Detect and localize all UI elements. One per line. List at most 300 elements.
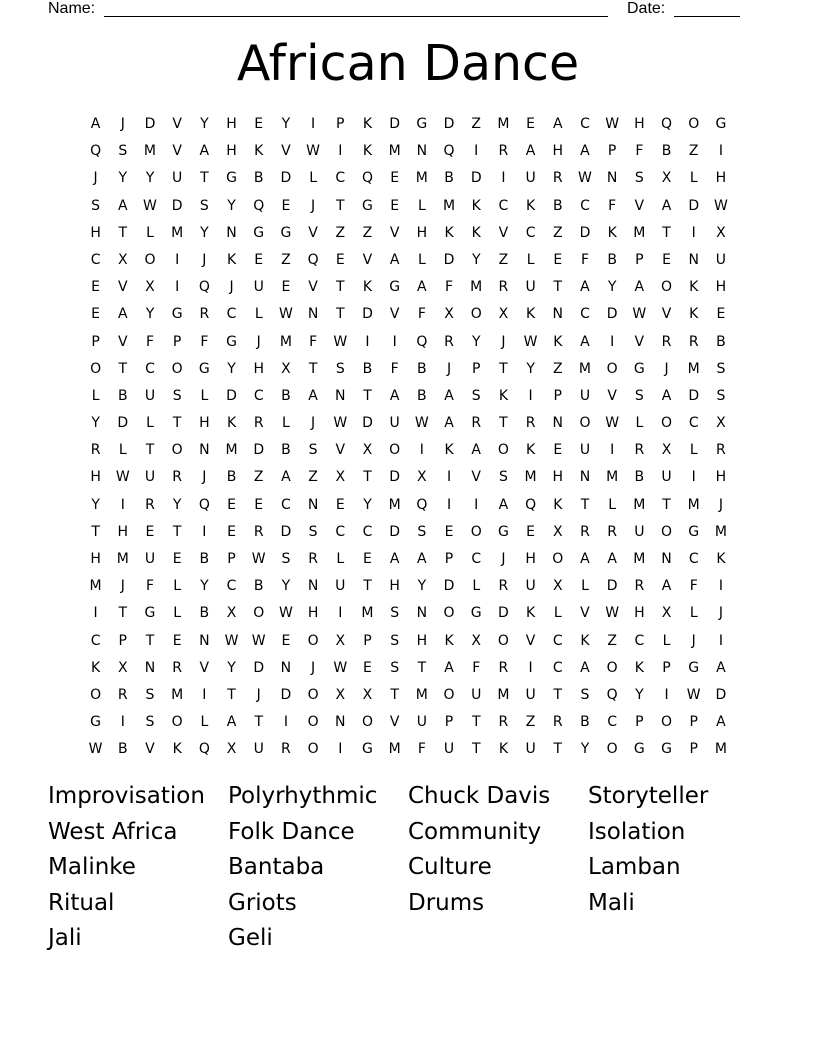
grid-letter: P xyxy=(471,360,481,377)
grid-letter: L xyxy=(200,387,209,404)
grid-letter: H xyxy=(552,469,564,486)
grid-letter: V xyxy=(498,224,509,241)
grid-letter: G xyxy=(470,605,482,622)
grid-letter: B xyxy=(199,605,210,622)
grid-letter: C xyxy=(525,224,536,241)
grid-letter: Y xyxy=(417,578,427,595)
grid-letter: Y xyxy=(526,360,535,377)
grid-letter: N xyxy=(307,306,319,323)
grid-letter: H xyxy=(253,360,264,377)
grid-letter: G xyxy=(416,116,428,132)
grid-letter: P xyxy=(444,551,454,567)
grid-letter: V xyxy=(362,251,373,268)
grid-letter: I xyxy=(474,143,479,160)
word-list xyxy=(48,779,768,957)
grid-letter: O xyxy=(307,632,319,649)
grid-letter: E xyxy=(254,496,264,513)
grid-letter: H xyxy=(199,415,210,432)
grid-letter: P xyxy=(689,714,698,731)
grid-letter: A xyxy=(389,387,400,404)
grid-letter: D xyxy=(498,605,509,622)
grid-letter: I xyxy=(338,741,343,758)
grid-letter: L xyxy=(553,605,562,622)
grid-letter: I xyxy=(365,333,370,350)
grid-letter: R xyxy=(716,442,726,459)
grid-letter: T xyxy=(553,279,563,296)
grid-letter: P xyxy=(553,387,562,404)
grid-letter: A xyxy=(716,714,726,731)
grid-letter: R xyxy=(498,279,509,296)
grid-letter: Z xyxy=(308,469,318,486)
grid-letter: I xyxy=(93,605,98,622)
grid-letter: R xyxy=(90,442,101,459)
word-list-item: Storyteller xyxy=(588,783,709,809)
grid-letter: Y xyxy=(281,116,291,132)
grid-letter: E xyxy=(145,523,155,540)
grid-letter: K xyxy=(226,251,237,268)
grid-letter: T xyxy=(471,714,481,731)
grid-letter: L xyxy=(173,578,182,595)
grid-letter: L xyxy=(417,197,426,214)
grid-letter: U xyxy=(661,469,672,486)
grid-letter: G xyxy=(688,523,700,540)
grid-letter: W xyxy=(578,170,592,187)
grid-letter: O xyxy=(661,415,673,432)
grid-letter: P xyxy=(336,116,345,132)
grid-letter: E xyxy=(363,551,372,567)
grid-letter: N xyxy=(307,578,319,595)
grid-letter: L xyxy=(608,496,617,513)
grid-letter: T xyxy=(308,360,318,377)
grid-letter: S xyxy=(145,686,155,703)
grid-letter: D xyxy=(280,686,292,703)
grid-letter: Q xyxy=(525,496,537,513)
grid-letter: U xyxy=(253,741,264,758)
grid-letter: P xyxy=(635,251,644,268)
grid-letter: A xyxy=(389,551,400,567)
grid-letter: N xyxy=(688,251,699,268)
grid-letter: T xyxy=(336,279,345,296)
grid-letter: S xyxy=(335,360,345,377)
grid-letter: A xyxy=(444,415,454,432)
grid-letter: A xyxy=(661,578,672,595)
grid-letter: T xyxy=(118,224,128,241)
grid-letter: I xyxy=(202,686,207,703)
grid-letter: U xyxy=(172,170,183,187)
grid-letter: X xyxy=(661,605,672,622)
grid-letter: J xyxy=(120,116,125,132)
grid-letter: W xyxy=(523,333,538,350)
grid-letter: S xyxy=(199,197,209,214)
grid-letter: A xyxy=(580,143,590,160)
grid-letter: H xyxy=(226,116,237,132)
grid-letter: G xyxy=(497,523,509,540)
grid-letter: M xyxy=(442,197,456,214)
grid-letter: Z xyxy=(525,714,536,731)
grid-letter: Q xyxy=(416,333,428,350)
grid-letter: L xyxy=(417,251,426,268)
grid-letter: L xyxy=(200,714,209,731)
grid-letter: S xyxy=(390,632,400,649)
grid-letter: R xyxy=(444,333,454,350)
grid-letter: U xyxy=(634,523,645,540)
grid-letter: D xyxy=(362,415,373,432)
grid-letter: I xyxy=(283,714,288,731)
grid-letter: X xyxy=(362,686,373,703)
grid-letter: M xyxy=(578,360,592,377)
grid-letter: P xyxy=(607,143,617,160)
grid-letter: A xyxy=(661,197,672,214)
grid-letter: H xyxy=(715,469,727,486)
grid-letter: C xyxy=(335,170,346,187)
grid-letter: M xyxy=(388,496,401,513)
grid-letter: R xyxy=(199,306,210,323)
word-list-item: Griots xyxy=(228,889,297,916)
grid-letter: R xyxy=(661,333,672,350)
grid-letter: K xyxy=(580,632,590,649)
grid-letter: A xyxy=(471,442,481,459)
grid-letter: A xyxy=(117,197,128,214)
grid-letter: R xyxy=(498,714,509,731)
grid-letter: Y xyxy=(607,279,617,296)
grid-letter: X xyxy=(661,170,672,187)
grid-letter: Z xyxy=(552,224,563,241)
grid-letter: P xyxy=(444,714,454,731)
grid-letter: H xyxy=(117,523,129,540)
grid-letter: O xyxy=(443,605,455,622)
grid-letter: J xyxy=(691,632,696,649)
grid-letter: J xyxy=(664,360,669,377)
grid-letter: M xyxy=(116,551,129,567)
grid-letter: R xyxy=(172,469,183,486)
grid-letter: A xyxy=(552,116,563,132)
grid-letter: M xyxy=(606,469,619,486)
word-list-item: Culture xyxy=(408,854,492,881)
grid-letter: L xyxy=(662,632,671,649)
grid-letter: W xyxy=(224,632,239,649)
grid-letter: X xyxy=(226,605,237,622)
grid-letter: O xyxy=(661,523,673,540)
grid-letter: R xyxy=(525,415,536,432)
grid-letter: V xyxy=(172,143,182,160)
grid-letter: D xyxy=(606,306,618,323)
grid-letter: G xyxy=(362,741,373,758)
grid-letter: U xyxy=(579,442,591,459)
grid-letter: Y xyxy=(580,741,590,758)
grid-letter: Y xyxy=(200,224,209,241)
grid-letter: U xyxy=(335,578,346,595)
grid-letter: V xyxy=(661,306,672,323)
word-list-item: Ritual xyxy=(48,889,115,916)
grid-letter: H xyxy=(525,551,536,567)
grid-letter: M xyxy=(388,143,401,160)
grid-letter: J xyxy=(93,170,98,187)
grid-letter: O xyxy=(144,251,156,268)
grid-letter: Y xyxy=(227,197,236,214)
grid-letter: V xyxy=(634,197,645,214)
grid-letter: R xyxy=(281,741,291,758)
grid-letter: L xyxy=(118,442,127,459)
grid-letter: M xyxy=(687,496,700,513)
grid-letter: Y xyxy=(281,578,291,595)
grid-letter: H xyxy=(552,143,564,160)
grid-letter: K xyxy=(526,605,536,622)
grid-letter: T xyxy=(471,741,481,758)
grid-letter: R xyxy=(471,415,482,432)
grid-letter: H xyxy=(715,279,727,296)
grid-letter: G xyxy=(226,170,237,187)
grid-letter: Z xyxy=(498,251,509,268)
grid-letter: W xyxy=(278,605,293,622)
grid-letter: J xyxy=(120,578,125,595)
grid-letter: A xyxy=(580,333,590,350)
word-list-item: Community xyxy=(408,818,542,845)
grid-letter: I xyxy=(691,224,696,241)
grid-letter: G xyxy=(715,116,727,132)
grid-letter: Y xyxy=(200,116,209,132)
grid-letter: R xyxy=(634,442,645,459)
grid-letter: K xyxy=(254,143,264,160)
grid-letter: N xyxy=(335,387,346,404)
grid-letter: V xyxy=(607,387,617,404)
grid-letter: B xyxy=(417,360,427,377)
grid-letter: K xyxy=(226,415,237,432)
grid-letter: N xyxy=(144,659,156,676)
grid-letter: W xyxy=(115,469,130,486)
grid-letter: W xyxy=(632,306,647,323)
grid-letter: G xyxy=(633,360,645,377)
grid-letter: S xyxy=(716,360,726,377)
grid-letter: K xyxy=(689,306,699,323)
grid-letter: V xyxy=(335,442,346,459)
word-list-item: Lamban xyxy=(588,854,681,881)
grid-letter: L xyxy=(173,605,182,622)
grid-letter: S xyxy=(91,197,101,214)
grid-letter: K xyxy=(526,442,536,459)
grid-letter: V xyxy=(580,605,590,622)
grid-letter: N xyxy=(606,170,618,187)
grid-letter: U xyxy=(253,279,264,296)
grid-letter: R xyxy=(498,143,509,160)
grid-letter: V xyxy=(117,333,128,350)
grid-letter: B xyxy=(362,360,373,377)
grid-letter: K xyxy=(607,224,617,241)
grid-letter: O xyxy=(579,415,591,432)
grid-letter: E xyxy=(91,279,101,296)
grid-letter: H xyxy=(634,605,645,622)
grid-letter: X xyxy=(226,741,237,758)
word-list-item: Folk Dance xyxy=(228,818,355,845)
grid-letter: A xyxy=(389,251,400,268)
grid-letter: X xyxy=(498,306,509,323)
grid-letter: T xyxy=(417,659,427,676)
grid-letter: R xyxy=(607,523,618,540)
word-list-item: Chuck Davis xyxy=(408,783,551,809)
grid-letter: G xyxy=(171,306,183,323)
word-list-item: Bantaba xyxy=(228,854,325,881)
grid-letter: C xyxy=(552,659,563,676)
grid-letter: G xyxy=(389,279,401,296)
grid-letter: H xyxy=(416,632,428,649)
grid-letter: K xyxy=(444,224,454,241)
grid-letter: L xyxy=(146,415,154,432)
word-list-item: West Africa xyxy=(48,818,178,845)
grid-letter: B xyxy=(117,387,128,404)
grid-letter: O xyxy=(606,360,618,377)
grid-letter: X xyxy=(471,632,482,649)
grid-letter: B xyxy=(716,333,726,350)
grid-letter: M xyxy=(633,496,646,513)
grid-letter: Q xyxy=(606,686,618,703)
grid-letter: A xyxy=(444,387,454,404)
grid-letter: M xyxy=(633,551,646,567)
grid-letter: X xyxy=(335,632,346,649)
grid-letter: D xyxy=(253,659,265,676)
grid-letter: A xyxy=(661,387,672,404)
grid-letter: M xyxy=(361,605,374,622)
grid-letter: A xyxy=(417,279,427,296)
grid-letter: M xyxy=(415,170,428,187)
grid-letter: F xyxy=(445,279,454,296)
grid-letter: P xyxy=(91,333,100,350)
grid-letter: O xyxy=(606,659,618,676)
grid-letter: V xyxy=(145,741,155,758)
grid-letter: O xyxy=(307,741,319,758)
grid-letter: B xyxy=(634,469,645,486)
grid-letter: Z xyxy=(688,143,699,160)
grid-letter: F xyxy=(580,251,589,268)
grid-letter: A xyxy=(417,551,427,567)
grid-letter: K xyxy=(471,197,481,214)
grid-letter: U xyxy=(389,415,400,432)
grid-letter: Y xyxy=(471,251,481,268)
grid-letter: D xyxy=(688,387,700,404)
grid-letter: A xyxy=(580,279,590,296)
grid-letter: E xyxy=(254,251,264,268)
grid-letter: J xyxy=(718,605,723,622)
grid-letter: N xyxy=(199,632,210,649)
grid-letter: V xyxy=(308,279,318,296)
grid-letter: Z xyxy=(362,224,373,241)
grid-letter: S xyxy=(172,387,182,404)
grid-letter: E xyxy=(227,523,236,540)
grid-letter: I xyxy=(446,496,452,513)
grid-letter: T xyxy=(227,686,236,703)
grid-letter: X xyxy=(281,360,291,377)
grid-letter: V xyxy=(389,714,400,731)
grid-letter: O xyxy=(171,360,183,377)
grid-letter: Z xyxy=(552,360,563,377)
grid-letter: X xyxy=(552,523,563,540)
grid-letter: A xyxy=(634,279,645,296)
grid-letter: T xyxy=(118,605,128,622)
grid-letter: C xyxy=(607,714,618,731)
grid-letter: G xyxy=(198,360,210,377)
grid-letter: H xyxy=(226,143,237,160)
grid-letter: A xyxy=(199,143,210,160)
grid-letter: E xyxy=(227,496,236,513)
grid-letter: S xyxy=(145,714,155,731)
grid-letter: K xyxy=(526,306,536,323)
grid-letter: W xyxy=(686,686,701,703)
grid-letter: X xyxy=(117,659,128,676)
grid-letter: M xyxy=(687,360,700,377)
grid-letter: C xyxy=(226,578,237,595)
grid-letter: W xyxy=(333,333,348,350)
grid-letter: G xyxy=(688,659,700,676)
grid-letter: W xyxy=(605,605,620,622)
grid-letter: Y xyxy=(635,686,644,703)
name-blank-line xyxy=(104,16,608,17)
grid-letter: Y xyxy=(91,415,100,432)
grid-letter: K xyxy=(444,442,454,459)
grid-letter: E xyxy=(390,197,400,214)
grid-letter: I xyxy=(501,170,506,187)
grid-letter: T xyxy=(118,360,128,377)
grid-letter: M xyxy=(171,686,184,703)
grid-letter: U xyxy=(525,741,536,758)
grid-letter: D xyxy=(280,523,292,540)
grid-letter: C xyxy=(580,306,590,323)
grid-letter: K xyxy=(716,551,726,567)
date-blank-line xyxy=(674,16,740,17)
grid-letter: H xyxy=(416,224,428,241)
grid-letter: L xyxy=(309,170,317,187)
grid-letter: S xyxy=(716,387,726,404)
grid-letter: Z xyxy=(335,224,346,241)
grid-letter: W xyxy=(713,197,728,214)
grid-letter: R xyxy=(688,333,699,350)
grid-letter: A xyxy=(90,116,101,132)
grid-letter: D xyxy=(362,306,373,323)
grid-letter: C xyxy=(688,551,699,567)
grid-letter: T xyxy=(553,741,563,758)
grid-letter: V xyxy=(389,224,400,241)
grid-letter: Y xyxy=(227,360,236,377)
grid-letter: M xyxy=(714,741,727,758)
grid-letter: E xyxy=(390,170,400,187)
date-label: Date: xyxy=(627,0,666,17)
grid-letter: Y xyxy=(172,496,182,513)
grid-letter: U xyxy=(416,714,427,731)
grid-letter: E xyxy=(172,551,182,567)
grid-letter: B xyxy=(226,469,237,486)
grid-letter: Z xyxy=(281,251,291,268)
grid-letter: A xyxy=(226,714,237,731)
grid-letter: S xyxy=(390,659,400,676)
grid-letter: G xyxy=(362,197,373,214)
grid-letter: W xyxy=(251,632,266,649)
grid-letter: I xyxy=(664,686,669,703)
grid-letter: F xyxy=(417,306,426,323)
grid-letter: J xyxy=(202,251,207,268)
grid-letter: S xyxy=(417,523,427,540)
grid-letter: C xyxy=(335,523,346,540)
grid-letter: B xyxy=(607,251,617,268)
grid-letter: D xyxy=(443,116,455,132)
grid-letter: J xyxy=(256,686,261,703)
grid-letter: M xyxy=(388,741,401,758)
grid-letter: I xyxy=(610,442,615,459)
grid-letter: P xyxy=(363,632,372,649)
grid-letter: L xyxy=(689,442,698,459)
grid-letter: O xyxy=(253,605,265,622)
grid-letter: C xyxy=(580,116,590,132)
grid-letter: P xyxy=(227,551,236,567)
grid-letter: Y xyxy=(363,496,372,513)
grid-letter: E xyxy=(553,442,563,459)
grid-letter: L xyxy=(635,415,644,432)
